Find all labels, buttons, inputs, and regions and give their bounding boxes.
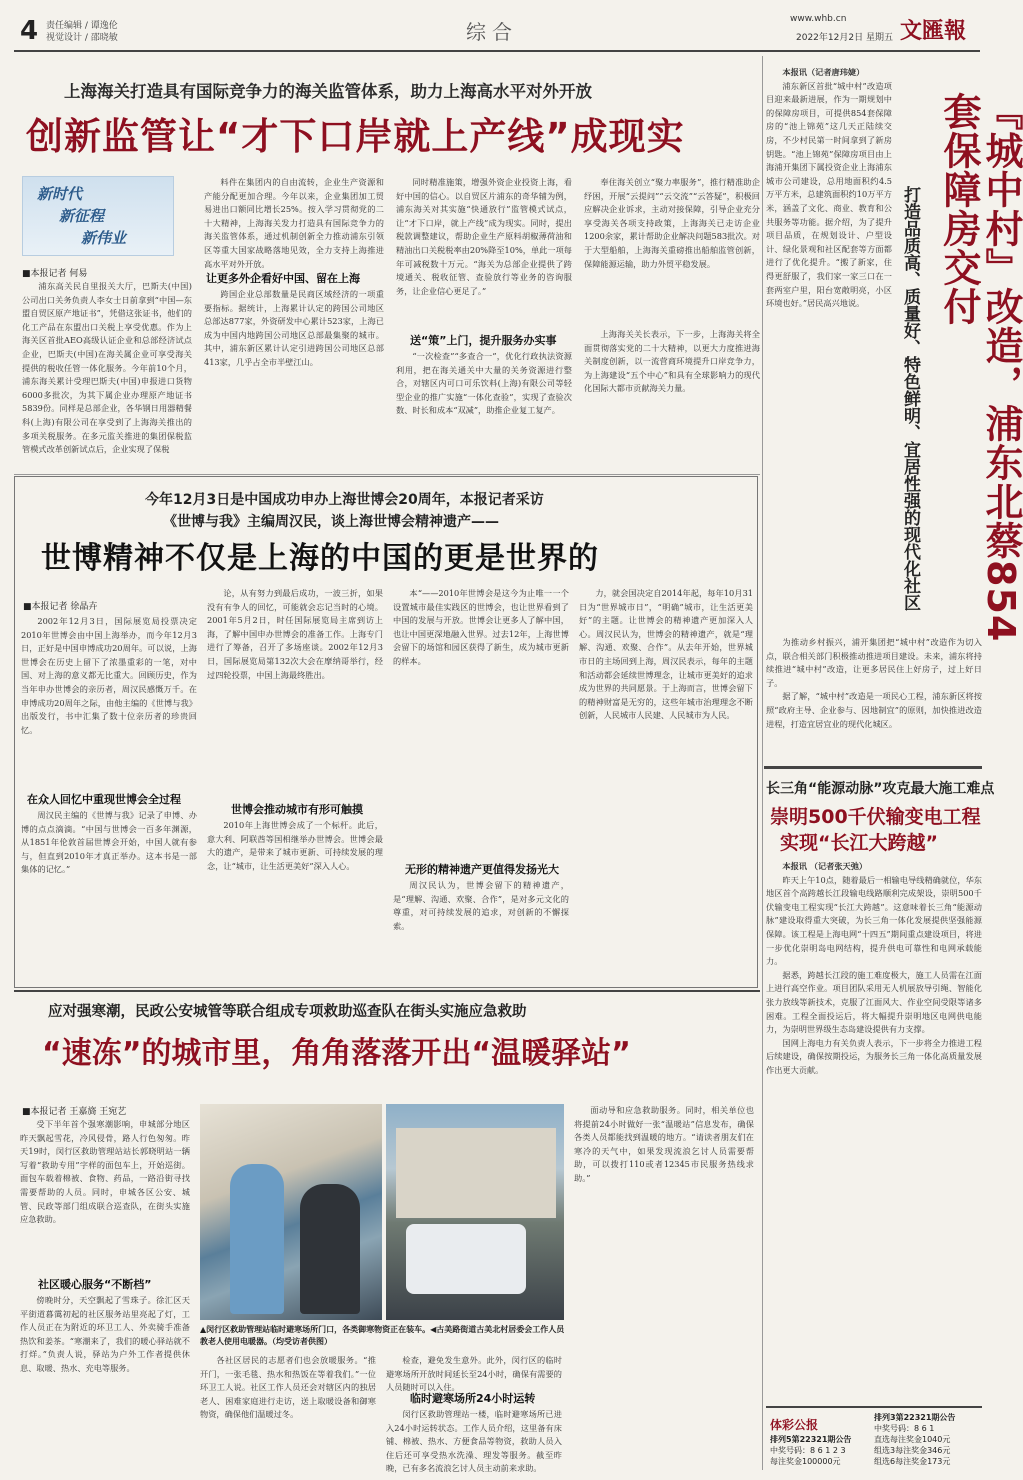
paper-logo: 文匯報 (900, 19, 967, 44)
story-column (204, 288, 384, 470)
story-customs (14, 56, 762, 474)
story-headline: 世博精神不仅是上海的中国的更是世界的 (41, 541, 599, 576)
story-byline: ■本报记者 徐晶卉 (23, 602, 98, 612)
draw-prize: 直选每注奖金1040元 (874, 1435, 951, 1444)
story-column (207, 819, 383, 981)
badge-line: 新伟业 (81, 229, 127, 247)
story-headline: 创新监管让“才下口岸就上产线”成现实 (26, 115, 685, 158)
badge-line: 新征程 (59, 207, 105, 225)
paragraph: 受下半年首个强寒潮影响，申城部分地区昨天飘起雪花，冷风侵骨，路人行色匆匆。昨天19时，闵行区救助管理站站长郭晓明站一辆写着“救助专用”字样的面包车上，开始巡街。面包车载着棉被、食物、药品，一路沿街寻找需要帮助的人员。同时，申城各区公安、城管、民政等部门组成联合巡查队，在街头实施应急救助。 (20, 1119, 190, 1225)
story-column (204, 176, 384, 269)
badge-line: 新时代 (37, 185, 83, 203)
paragraph: 本“——2010年世博会是这今为止唯一一个设置城市最佳实践区的世博会，也让世界看到了中国的发展与开放。世博会让更多人了解中国，也让中国更深地融入世界。过去12年，上海世博会留下的场馆和园区获得了新生，成为城市更新的样本。 (393, 588, 569, 666)
story-column (21, 615, 197, 785)
section-name: 综合 (466, 20, 518, 44)
story-column (393, 879, 569, 981)
byline: 本报讯（记者唐玮婕） (782, 67, 865, 77)
paragraph: 力，就会国决定自2014年起，每年10月31日为“世界城市日”，“明确”城市，让生活更美好”的主题。让世博会的精神遗产更加深入人心。周汉民认为，世博会的精神遗产，就是“理解、沟通、欢聚、合作”。从去年开始，世界城市日的主场回到上海，周汉民表示，每年的主题和活动都会延续世博理念，让城市更美好的追求成为世界的共同愿景。于上海而言，世博会留下的精神财富是无穷的，这些年城市治理理念不断创新，人民城市人民建、人民城市为人民。 (579, 588, 753, 721)
story-cold-wave (14, 992, 758, 1472)
section-rule (14, 990, 760, 992)
lottery-draw (874, 1412, 982, 1467)
story-headline: “速冻”的城市里，角角落落开出“温暖驿站” (42, 1036, 631, 1071)
subheading: 无形的精神遗产更值得发扬光大 (405, 863, 559, 876)
paragraph: “一次检查”“多查合一”，优化行政执法资源利用，把在海关通关中大量的关务资源进行整合，对辖区内可口可乐饮料(上海)有限公司等轻型企业的推广实施“一体化查验”，实现了查验次数、时长和成本“双减”，助推企业复工复产。 (396, 351, 572, 416)
story-headline: 崇明500千伏输变电工程 (770, 806, 981, 828)
paragraph: 同时精准施策，增强外资企业投资上海，看好中国的信心。以自贸区片浦东的奇华辅为例，浦东海关对其实施“快通放行”监管模式试点，让“才下口岸，就上产线”成为现实。同时，提出税款调整建议，帮助企业生产原料胡椒薄荷油和精油出口关税税率由20%降至10%，单此一项每年可减税数十万元。“海关为总部企业提供了跨境通关、税收征管、查验放行等业务的咨询服务，让企业信心更足了。” (396, 177, 572, 296)
story-expo (14, 476, 758, 988)
building-icon (396, 1128, 556, 1218)
photo-supplies-loading (386, 1104, 564, 1320)
section-rule (764, 766, 982, 769)
story-column (584, 176, 760, 326)
photo-caption: ▲闵行区救助管理站临时避寒场所门口，各类御寒物资正在装车。◀古美路街道古美北村居委会工作人员教老人使用电暖器。（均受访者供图） (200, 1325, 565, 1346)
column-badge (22, 176, 174, 256)
paragraph: 昨天上午10点，随着最后一相输电导线精确就位，华东地区首个高跨越长江段输电线路顺利完成架设，崇明500千伏输变电工程实现“长江大跨越”。这意味着长三角“能源动脉”建设取得重大突破，为长三角一体化发展提供坚强能源保障。该工程是上海电网“十四五”期间重点建设项目，将进一步优化崇明岛电网结构，提升供电可靠性和电网承载能力。 (766, 874, 982, 967)
lottery-title: 体彩公报 (770, 1418, 819, 1432)
paragraph: 为推动乡村振兴，浦开集团把“城中村”改造作为切入点，联合相关部门积极推动推进项目建设。未来，浦东将持续推进“城中村”改造，让更多居民住上好房子，过上好日子。 (766, 637, 982, 688)
story-column (396, 350, 572, 470)
draw-prize: 组选6每注奖金173元 (874, 1457, 951, 1466)
story-column (574, 1104, 754, 1470)
photo-warm-station (200, 1104, 382, 1320)
story-byline: ■本报记者 王嘉旖 王宛艺 (22, 1107, 127, 1117)
subheading: 送“策”上门，提升服务办实事 (410, 334, 557, 347)
vertical-subhead: 打造品质高、质量好、特色鲜明、宜居性强的现代化社区 (900, 186, 920, 611)
draw-prize: 每注奖金100000元 (770, 1457, 841, 1466)
story-column (766, 860, 982, 1390)
story-kicker: 《世博与我》主编周汉民，谈上海世博会精神遗产—— (163, 514, 499, 530)
paragraph: 周汉民主编的《世博与我》记录了申博、办博的点点滴滴。“中国与世博会一百多年渊源，从1851年伦敦首届世博会开始，中国人就有参与，但直到2010年才真正举办。这本书是一部集体的记忆。” (21, 810, 197, 875)
draw-title: 排列5第22321期公告 (770, 1435, 852, 1444)
story-kicker: 今年12月3日是中国成功申办上海世博会20周年，本报记者采访 (145, 492, 544, 508)
lottery-draw (770, 1434, 868, 1467)
paragraph: 2010年上海世博会成了一个标杆。此后，意大利、阿联酋等国相继举办世博会。世博会最大的遗产，是带来了城市更新、可持续发展的理念，让“城市，让生活更美好”深入人心。 (207, 820, 383, 871)
draw-prize: 组选3每注奖金346元 (874, 1446, 951, 1455)
paragraph: 浦东高关民自里报关大厅，巴斯夫(中国)公司出口关务负责人李女士日前拿到“中国—东盟自贸区原产地证书”，凭借这张证书，他们的化工产品在东盟出口关税上享受优惠。作为上海关区首批AEO高级认证企业和总部经济试点企业，巴斯夫(中国)在海关属企业可享受海关提供的税收任管一体化服务。今年前10个月，浦东海关累计受理巴斯夫(中国)申报进口货物6000多批次，为其下属企业办理原产地证书5839份。同样是总部企业，各华钢日用器精餐科(上海)有限公司在享受到了上海海关推出的多项关税服务。在多元监关推进的集团保税监管模式改革创新试点后，企业实现了保税 (22, 281, 192, 455)
story-column (766, 66, 892, 626)
subheading: 在众人回忆中重现世博会全过程 (27, 793, 181, 806)
page-number: 4 (20, 16, 39, 46)
van-icon (406, 1224, 526, 1294)
paragraph: 据了解，“城中村”改造是一项民心工程，浦东新区将按照“政府主导、企业参与、因地制宜”的原则，加快推进改造进程，打造宜居宜业的现代化城区。 (766, 691, 982, 729)
draw-numbers: 中奖号码：8 6 1 (874, 1424, 935, 1433)
byline: 本报讯 （记者张天弛） (782, 861, 868, 871)
subheading: 临时避寒场所24小时运转 (410, 1392, 536, 1405)
masthead (0, 0, 993, 52)
paragraph: 上海海关关长表示，下一步，上海海关将全面贯彻落实党的二十大精神，以更大力度推进海关制度创新，以一流营商环境提升口岸竞争力，为上海建设“五个中心”和具有全球影响力的现代化国际大都市贡献海关力量。 (584, 329, 760, 394)
paragraph: 闵行区救助管理站一楼，临时避寒场所已进入24小时运转状态。工作人员介绍，这里备有床铺、棉被、热水、方便食品等物资，救助人员入住后还可享受热水洗澡、理发等服务。截至昨晚，已有多名流浪乞讨人员主动前来求助。 (386, 1409, 562, 1474)
issue-date: 2022年12月2日 星期五 (796, 33, 893, 43)
subheading: 社区暖心服务“不断档” (38, 1278, 152, 1291)
draw-title: 排列3第22321期公告 (874, 1413, 956, 1422)
column-divider (762, 56, 763, 1470)
lottery-box (766, 1406, 982, 1474)
story-kicker: 长三角“能源动脉”攻克最大施工难点 (766, 781, 995, 797)
story-power (766, 772, 995, 1402)
story-kicker: 应对强寒潮，民政公安城管等联合组成专项救助巡查队在街头实施应急救助 (48, 1004, 527, 1020)
story-column (22, 280, 192, 470)
editor-line: 视觉设计 / 邵晓敏 (46, 33, 118, 43)
subheading: 世博会推动城市有形可触摸 (231, 803, 363, 816)
page-editors (46, 20, 118, 44)
story-column (396, 176, 572, 326)
paragraph: 周汉民认为，世博会留下的精神遗产，是“理解、沟通、欢聚、合作”，是对多元文化的尊重，对可持续发展的追求，对创新的不懈探索。 (393, 880, 569, 931)
figure-volunteer (230, 1164, 284, 1314)
vertical-headline: 『城中村』改造，浦东北蔡854套保障房交付 (937, 92, 1023, 643)
paragraph: 料件在集团内的自由流转，企业生产资源和产能分配更加合理。今年以来，企业集团加工贸易进出口额同比增长25%。按入学习贯彻党的二十大精神，上海海关发力打造具有国际竞争力的海关监管体系，通过机制创新全力推动浦东引领区等重大国家战略落地见效，全力支持上海推进高水平对外开放。 (204, 177, 384, 269)
story-column (20, 1294, 190, 1470)
story-headline: 实现“长江大跨越” (780, 832, 938, 854)
paragraph: 奉住海关创立“聚力率服务”，推行精准助企纾困，开展“云提问”“云交流”“云答疑”，积极回应解决企业诉求，主动对接保障，引导企业充分享受海关各项支持政策，上海海关已走访企业1200余家，累计帮助企业解决问题583批次。对于大型船舶，上海海关重磅推出船舶监管创新，保障能源运输，助力外贸平稳发展。 (584, 177, 760, 269)
paragraph: 检查，避免发生意外。此外，闵行区的临时避寒场所开放时间延长至24小时，确保有需要的人员随时可以入住。 (386, 1355, 562, 1393)
story-column (21, 809, 197, 981)
story-column (579, 587, 753, 981)
story-column (766, 636, 982, 764)
story-column (20, 1118, 190, 1268)
paragraph: 浦东新区首批“城中村”改造项目迎来最新进展，作为一期规划中的保障房项目，可提供854套保障房的“池上锦苑”这几天正陆续交房，不少村民第一时间拿到了新房钥匙。“池上锦苑”保障房项目由上海浦开集团下属投资企业上海浦东城市公司建设，总用地面积约4.5万平方米，总建筑面积约10万平方米，涵盖了文化、商业、教育和公共服务等功能。据介绍，为了提升项目品质，在规划设计、户型设计、绿化景观和社区配套等方面都进行了优化提升。“搬了新家，住得更舒服了，我们家一家三口在一套两室户里，阳台宽敞明亮，小区环境也好。”居民高兴地说。 (766, 80, 892, 309)
editor-line: 责任编辑 / 谭逸伦 (46, 21, 118, 31)
paragraph: 国网上海电力有关负责人表示，下一步将全力推进工程后续建设，确保按期投运，为服务长三角一体化高质量发展作出更大贡献。 (766, 1037, 982, 1075)
story-byline: ■本报记者 何易 (22, 269, 88, 279)
paragraph: 傍晚时分，天空飘起了雪珠子。徐汇区天平街道暮霭初起的社区服务站里亮起了灯，工作人员正在为附近的环卫工人、外卖骑手准备热饮和姜茶。“寒潮来了，我们的暖心驿站就不打烊。”负责人说，驿站为户外工作者提供休息、取暖、热水、充电等服务。 (20, 1295, 190, 1373)
draw-numbers: 中奖号码：8 6 1 2 3 (770, 1446, 846, 1455)
paragraph: 跨国企业总部数量是民商区域经济的一项重要指标。据统计，上海累计认定的跨国公司地区总部达877家，外资研发中心累计523家，上海已成为中国内地跨国公司地区总部最集聚的城市。其中，浦东新区累计认定引进跨国公司地区总部413家，几乎占全市半壁江山。 (204, 289, 384, 367)
story-column (584, 328, 760, 470)
story-village (766, 56, 1023, 766)
subheading: 让更多外企看好中国、留在上海 (206, 272, 360, 285)
paragraph: 据悉，跨越长江段的施工难度极大，施工人员需在江面上进行高空作业。项目团队采用无人机展放导引绳、智能化张力放线等新技术，克服了江面风大、作业空间受限等诸多困难。工程全面投运后，将大幅提升崇明地区电网供电能力，为崇明世界级生态岛建设提供有力支撑。 (766, 969, 982, 1035)
site-url[interactable]: www.whb.cn (790, 14, 847, 24)
masthead-rule (14, 50, 980, 52)
story-kicker: 上海海关打造具有国际竞争力的海关监管体系，助力上海高水平对外开放 (64, 82, 592, 101)
paragraph: 面动导和应急救助服务。同时，相关单位也将提前24小时做好一张“温暖站”信息发布，确保各类人员都能找到温暖的地方。“请读者朋友们在寒冷的天气中，如果发现流浪乞讨人员需要帮助，可以拨打110或者12345市民服务热线求助。” (574, 1105, 754, 1183)
paragraph: 2002年12月3日，国际展览局投票决定2010年世博会由中国上海举办，而今年12月3日，正好是中国申博成功20周年。可以说，上海世博会在历史上留下了浓墨重彩的一笔，对中国、对上海的意义都无比重大。回顾历史，作为当年申办世博会的亲历者，周汉民感慨万千。在申博成功20周年之际，由他主编的《世博与我》出版发行，书中汇集了数十位亲历者的珍贵回忆。 (21, 616, 197, 735)
paragraph: 各社区居民的志愿者们也会放暖服务。“推开门，一张毛毯、热水和热饭在等着我们。”一位环卫工人说。社区工作人员还会对辖区内的独居老人、困难家庭进行走访，送上取暖设备和御寒物资，确保他们温暖过冬。 (200, 1355, 376, 1420)
story-column (386, 1408, 562, 1474)
paragraph: 论，从有努力到最后成功，一波三折，如果没有有争人的回忆，可能就会忘记当时的心境。2001年5月2日，时任国际展览局主席到访上海，了解中国申办世博会的准备工作。上海专门进行了筹备，召开了多场座谈。2002年12月3日，国际展览局第132次大会在摩纳哥举行，经过四轮投票，中国上海最终胜出。 (207, 588, 383, 680)
story-column (393, 587, 569, 857)
story-column (207, 587, 383, 793)
story-column (386, 1354, 562, 1393)
section-rule (14, 474, 760, 475)
story-column (200, 1354, 376, 1470)
figure-elder (300, 1184, 360, 1314)
